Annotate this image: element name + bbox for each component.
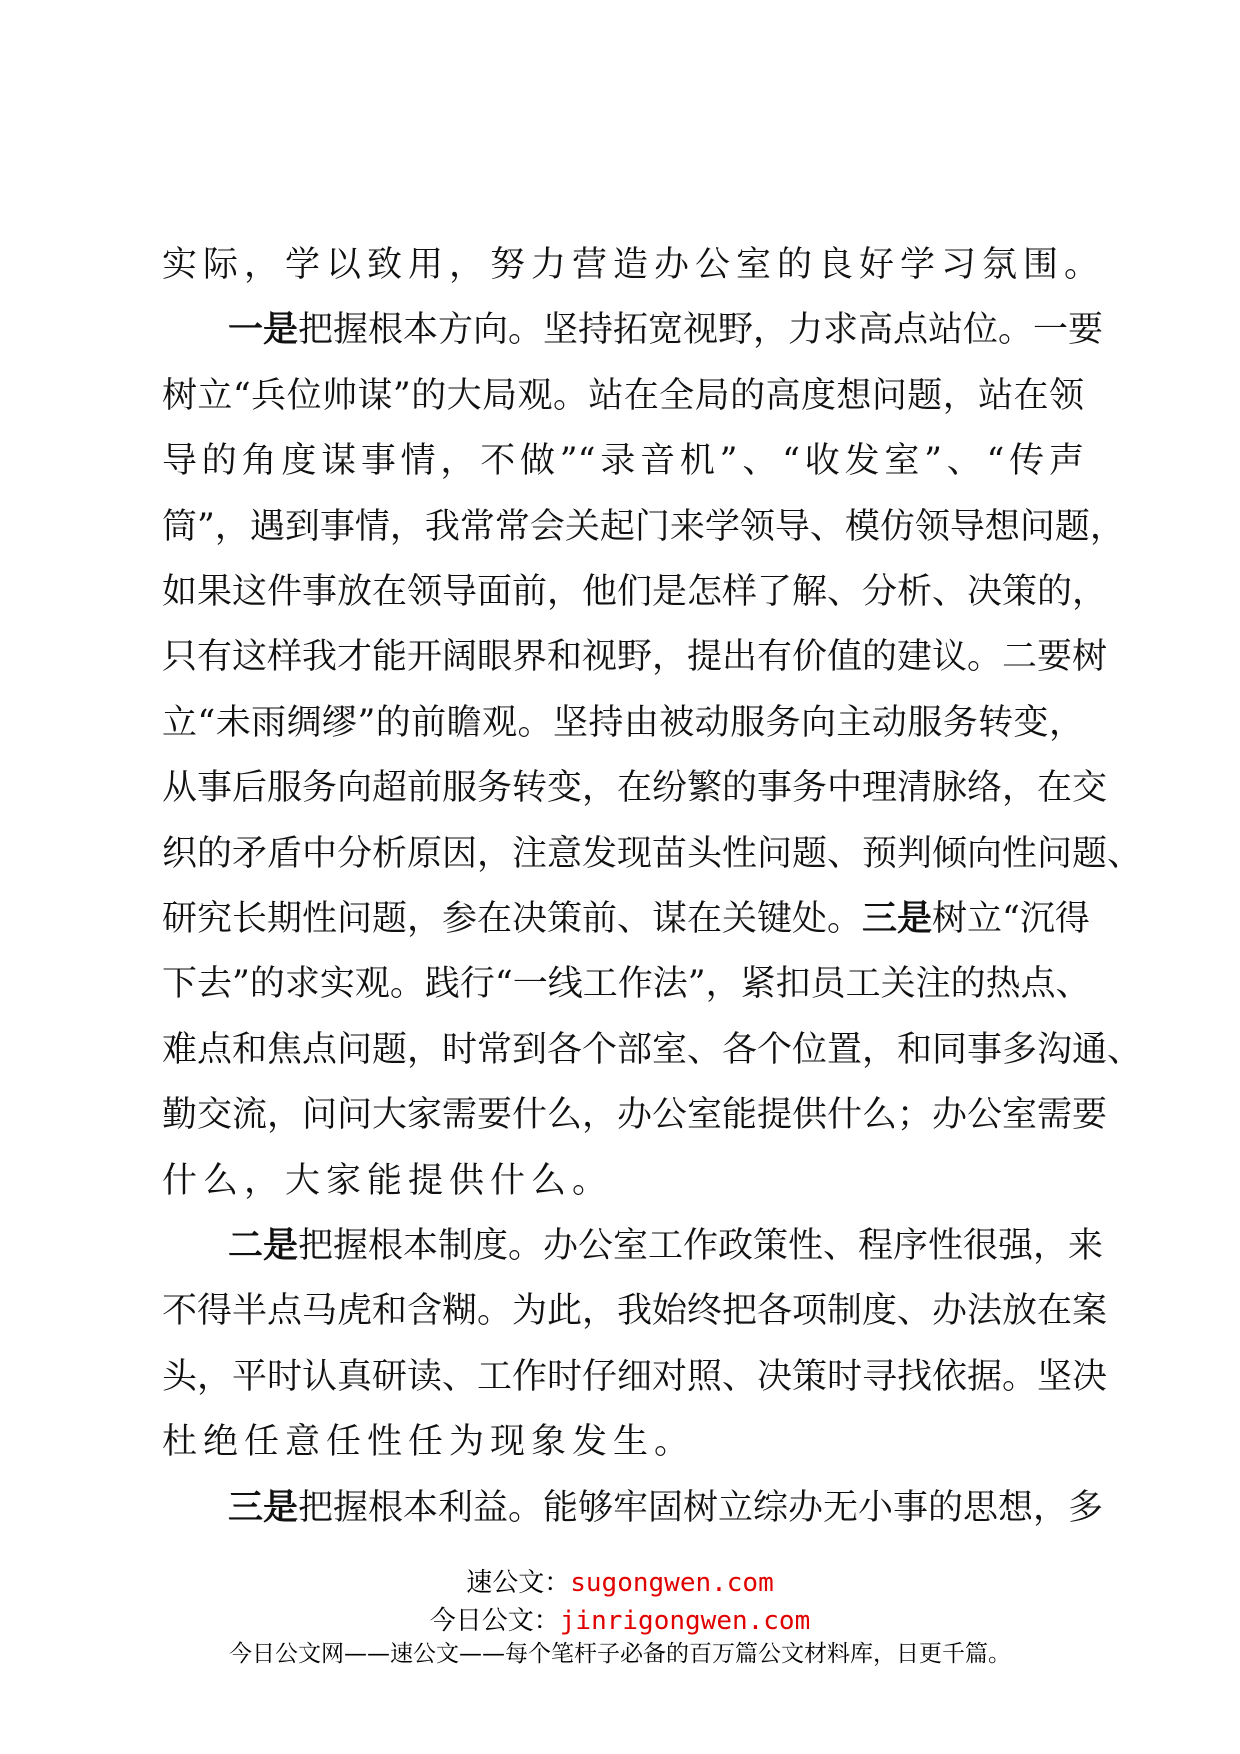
text-span: 把握根本制度。办公室工作政策性、程序性很强，来: [298, 1226, 1104, 1266]
text-line: 勤交流，问问大家需要什么，办公室能提供什么；办公室需要: [162, 1095, 1108, 1135]
text-line: 不得半点马虎和含糊。为此，我始终把各项制度、办法放在案: [162, 1291, 1108, 1331]
footer-link[interactable]: sugongwen.com: [570, 1568, 774, 1598]
text-line: 导的角度谋事情，不做”“录音机”、“收发室”、“传声: [162, 441, 1084, 481]
text-line: 筒”，遇到事情，我常常会关起门来学领导、模仿领导想问题，: [162, 507, 1125, 547]
text-line: 只有这样我才能开阔眼界和视野，提出有价值的建议。二要树: [162, 637, 1108, 677]
bold-lead: 一是: [228, 310, 299, 350]
text-line: [228, 307, 1104, 353]
text-line: [228, 1485, 1104, 1531]
text-line: 立“未雨绸缪”的前瞻观。坚持由被动服务向主动服务转变，: [162, 703, 1084, 743]
bold-lead: 三是: [862, 899, 933, 939]
footer-line-1: [0, 1562, 1240, 1599]
text-line: [162, 896, 1090, 942]
text-line: 树立“兵位帅谋”的大局观。站在全局的高度想问题，站在领: [162, 376, 1084, 416]
text-span: 把握根本方向。坚持拓宽视野，力求高点站位。一要: [298, 310, 1104, 350]
text-line: 实际，学以致用，努力营造办公室的良好学习氛围。: [162, 245, 1106, 285]
footer-slogan: 今日公文网——速公文——每个笔杆子必备的百万篇公文材料库，日更千篇。: [229, 1641, 1011, 1667]
bold-lead: 二是: [228, 1226, 299, 1266]
text-line: [228, 1223, 1104, 1269]
text-line: 难点和焦点问题，时常到各个部室、各个位置，和同事多沟通、: [162, 1030, 1143, 1070]
bold-lead: 三是: [228, 1488, 299, 1528]
text-line: 如果这件事放在领导面前，他们是怎样了解、分析、决策的，: [162, 572, 1108, 612]
text-span: 研究长期性问题，参在决策前、谋在关键处。: [162, 899, 863, 939]
footer-label: 速公文：: [466, 1568, 571, 1598]
footer-label: 今日公文：: [429, 1606, 560, 1636]
text-span: 树立“沉得: [932, 899, 1090, 939]
text-line: 头，平时认真研读、工作时仔细对照、决策时寻找依据。坚决: [162, 1357, 1108, 1397]
text-line: 下去”的求实观。践行“一线工作法”，紧扣员工关注的热点、: [162, 964, 1091, 1004]
text-line: 杜绝任意任性任为现象发生。: [162, 1422, 696, 1462]
footer-link[interactable]: jinrigongwen.com: [559, 1606, 811, 1636]
footer-line-2: [0, 1600, 1240, 1637]
text-line: 从事后服务向超前服务转变，在纷繁的事务中理清脉络，在交: [162, 768, 1108, 808]
text-line: 什么，大家能提供什么。: [162, 1161, 614, 1201]
text-line: 织的矛盾中分析原因，注意发现苗头性问题、预判倾向性问题、: [162, 834, 1143, 874]
text-span: 把握根本利益。能够牢固树立综办无小事的思想，多: [298, 1488, 1104, 1528]
